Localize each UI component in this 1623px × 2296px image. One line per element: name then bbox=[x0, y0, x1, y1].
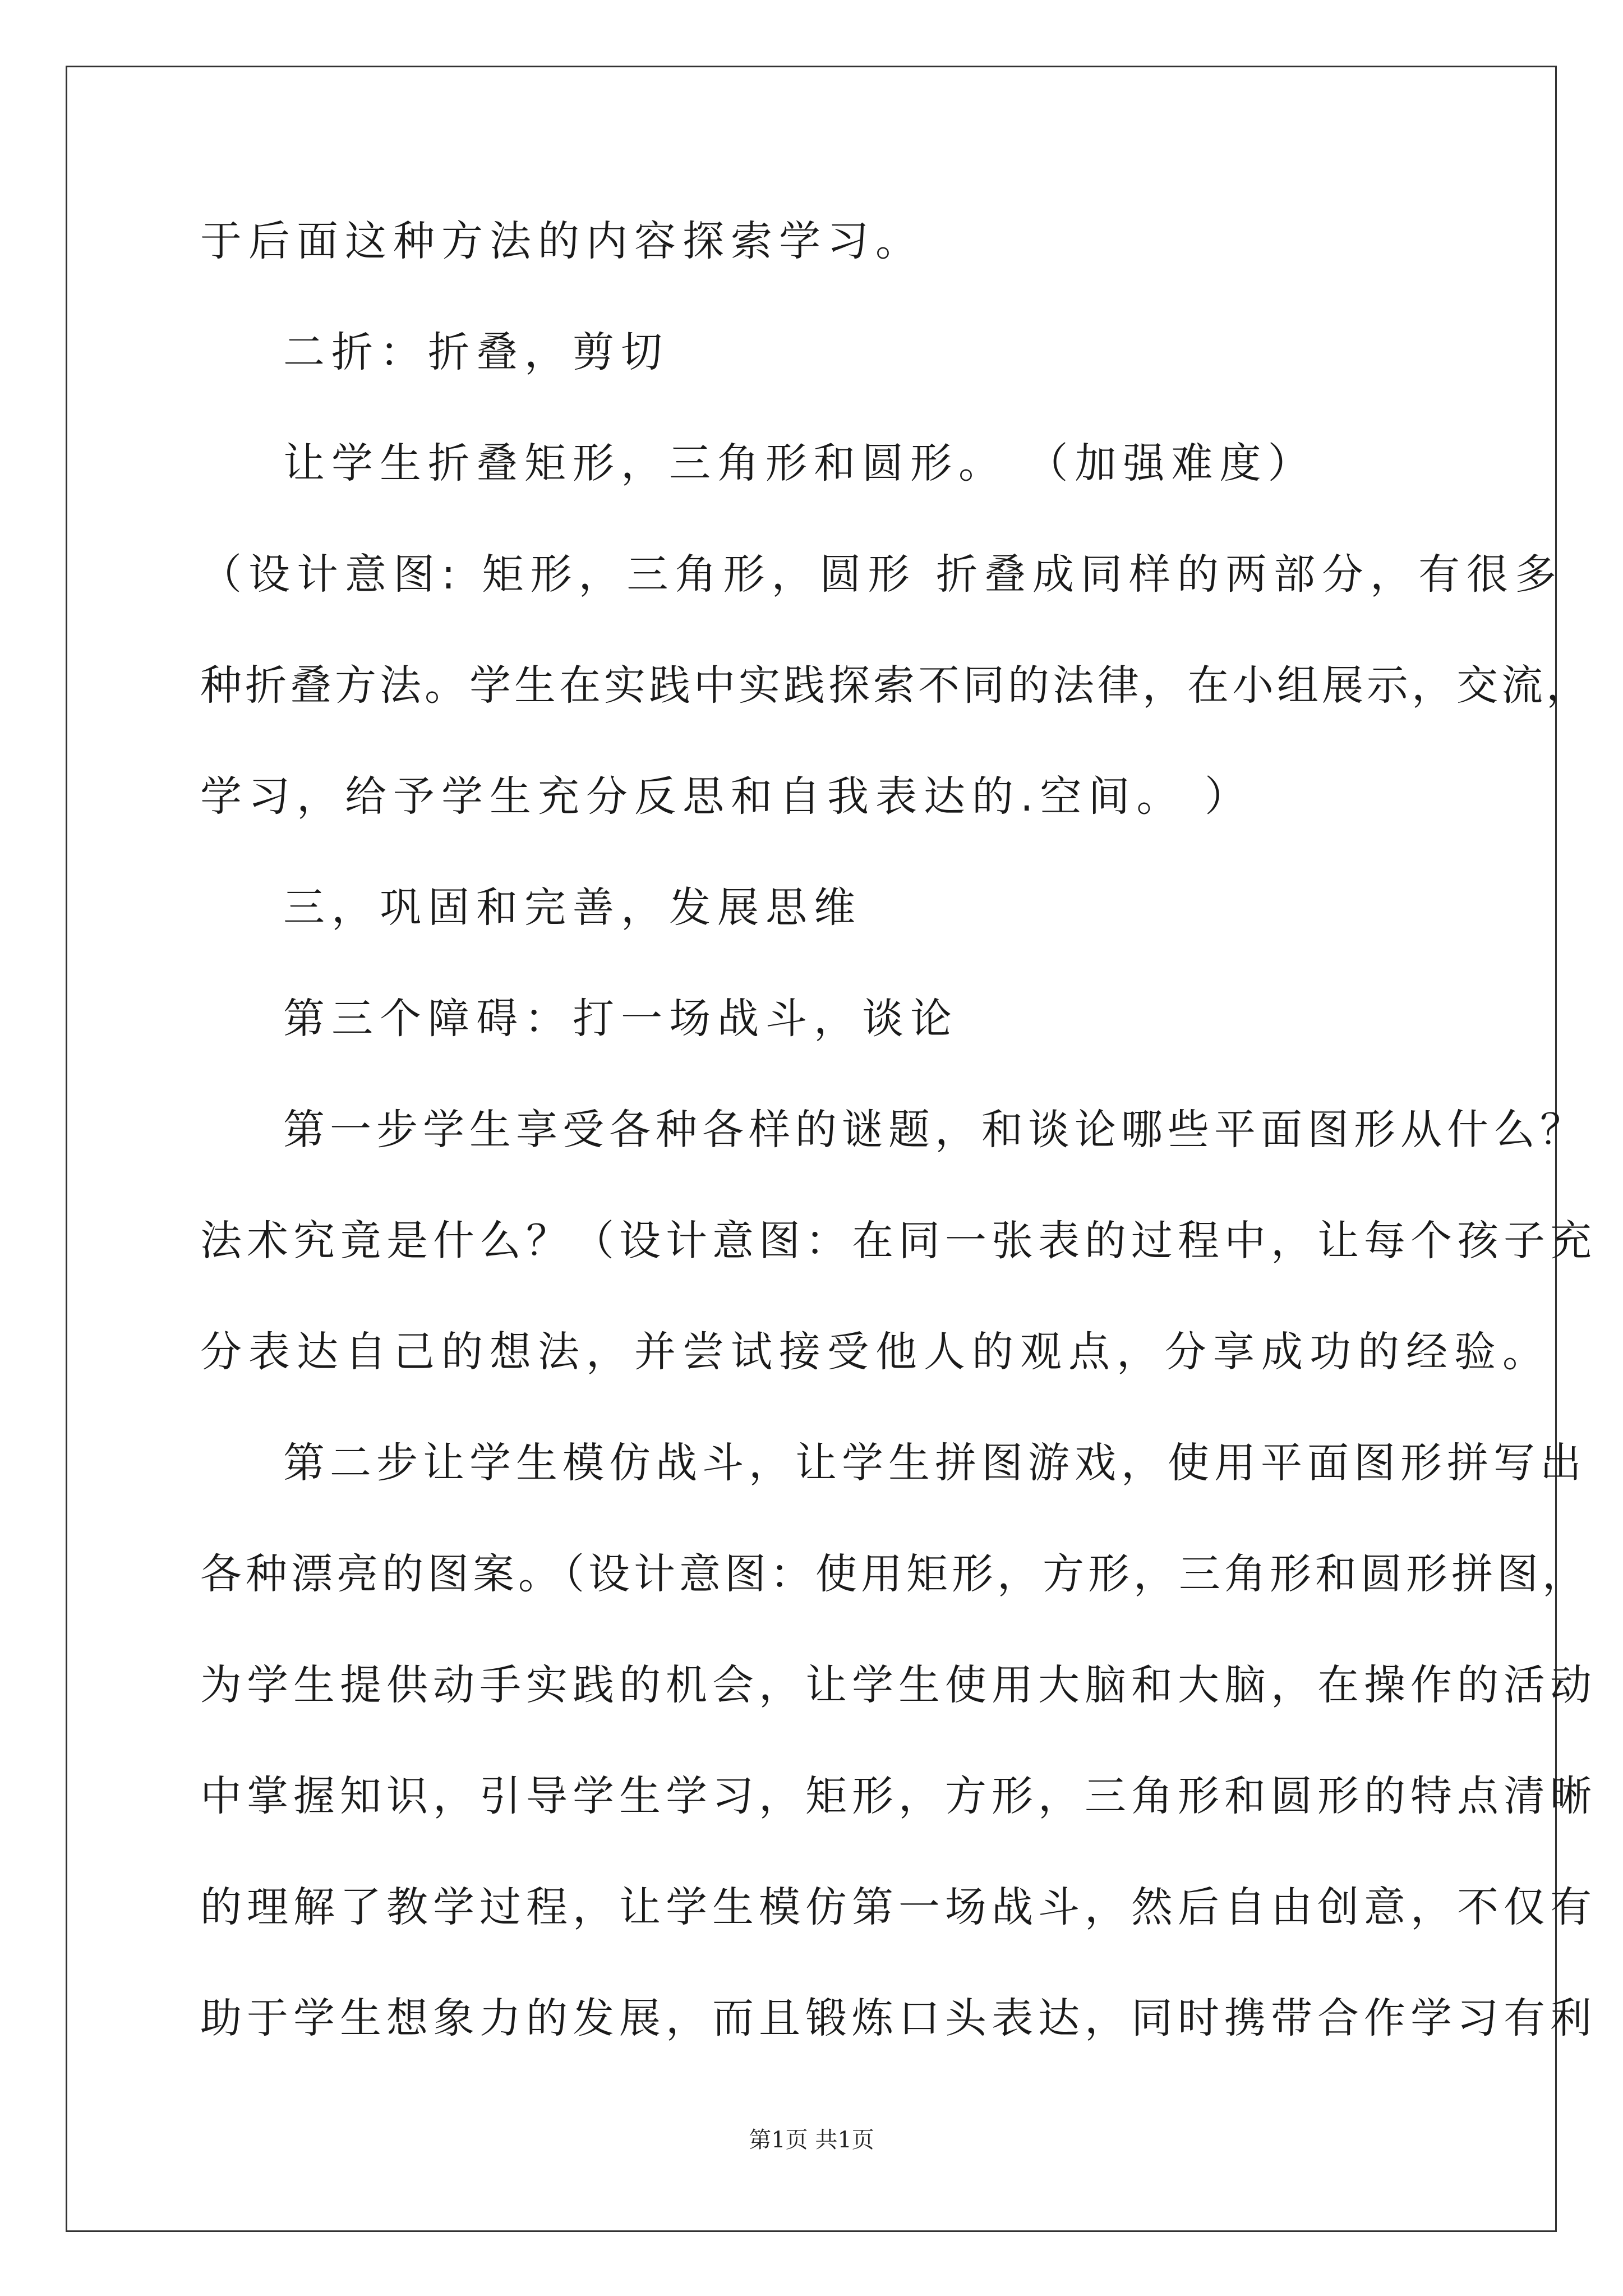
text-line: （设计意图: 矩形，三角形，圆形 折叠成同样的两部分，有很多 bbox=[200, 550, 1563, 599]
text-line: 各种漂亮的图案。（设计意图：使用矩形，方形，三角形和圆形拼图， bbox=[200, 1550, 1588, 1598]
text-line: 助于学生想象力的发展，而且锻炼口头表达，同时携带合作学习有利 bbox=[200, 1994, 1597, 2042]
text-line: 分表达自己的想法，并尝试接受他人的观点，分享成功的经验。 bbox=[200, 1328, 1551, 1376]
text-line: 法术究竟是什么？（设计意图：在同一张表的过程中，让每个孩子充 bbox=[200, 1217, 1597, 1265]
text-line: 第二步让学生模仿战斗，让学生拼图游戏，使用平面图形拼写出 bbox=[283, 1439, 1587, 1487]
text-line: 种折叠方法。学生在实践中实践探索不同的法律，在小组展示，交流， bbox=[200, 661, 1591, 710]
text-line: 于后面这种方法的内容探索学习。 bbox=[200, 217, 924, 265]
text-line: 中掌握知识，引导学生学习，矩形，方形，三角形和圆形的特点清晰 bbox=[200, 1772, 1597, 1820]
text-line: 的理解了教学过程，让学生模仿第一场战斗，然后自由创意，不仅有 bbox=[200, 1883, 1597, 1931]
text-line: 第一步学生享受各种各样的谜题，和谈论哪些平面图形从什么？ bbox=[283, 1106, 1587, 1154]
text-line: 第三个障碍：打一场战斗，谈论 bbox=[283, 995, 958, 1043]
text-line: 三，巩固和完善，发展思维 bbox=[283, 884, 862, 932]
text-line: 让学生折叠矩形，三角形和圆形。 （加强难度） bbox=[283, 439, 1316, 487]
text-line: 学习，给予学生充分反思和自我表达的.空间。 ） bbox=[200, 772, 1253, 821]
text-line: 二折：折叠，剪切 bbox=[283, 328, 669, 376]
text-line: 为学生提供动手实践的机会，让学生使用大脑和大脑，在操作的活动 bbox=[200, 1661, 1597, 1709]
page-footer: 第1页 共1页 bbox=[749, 2127, 874, 2153]
